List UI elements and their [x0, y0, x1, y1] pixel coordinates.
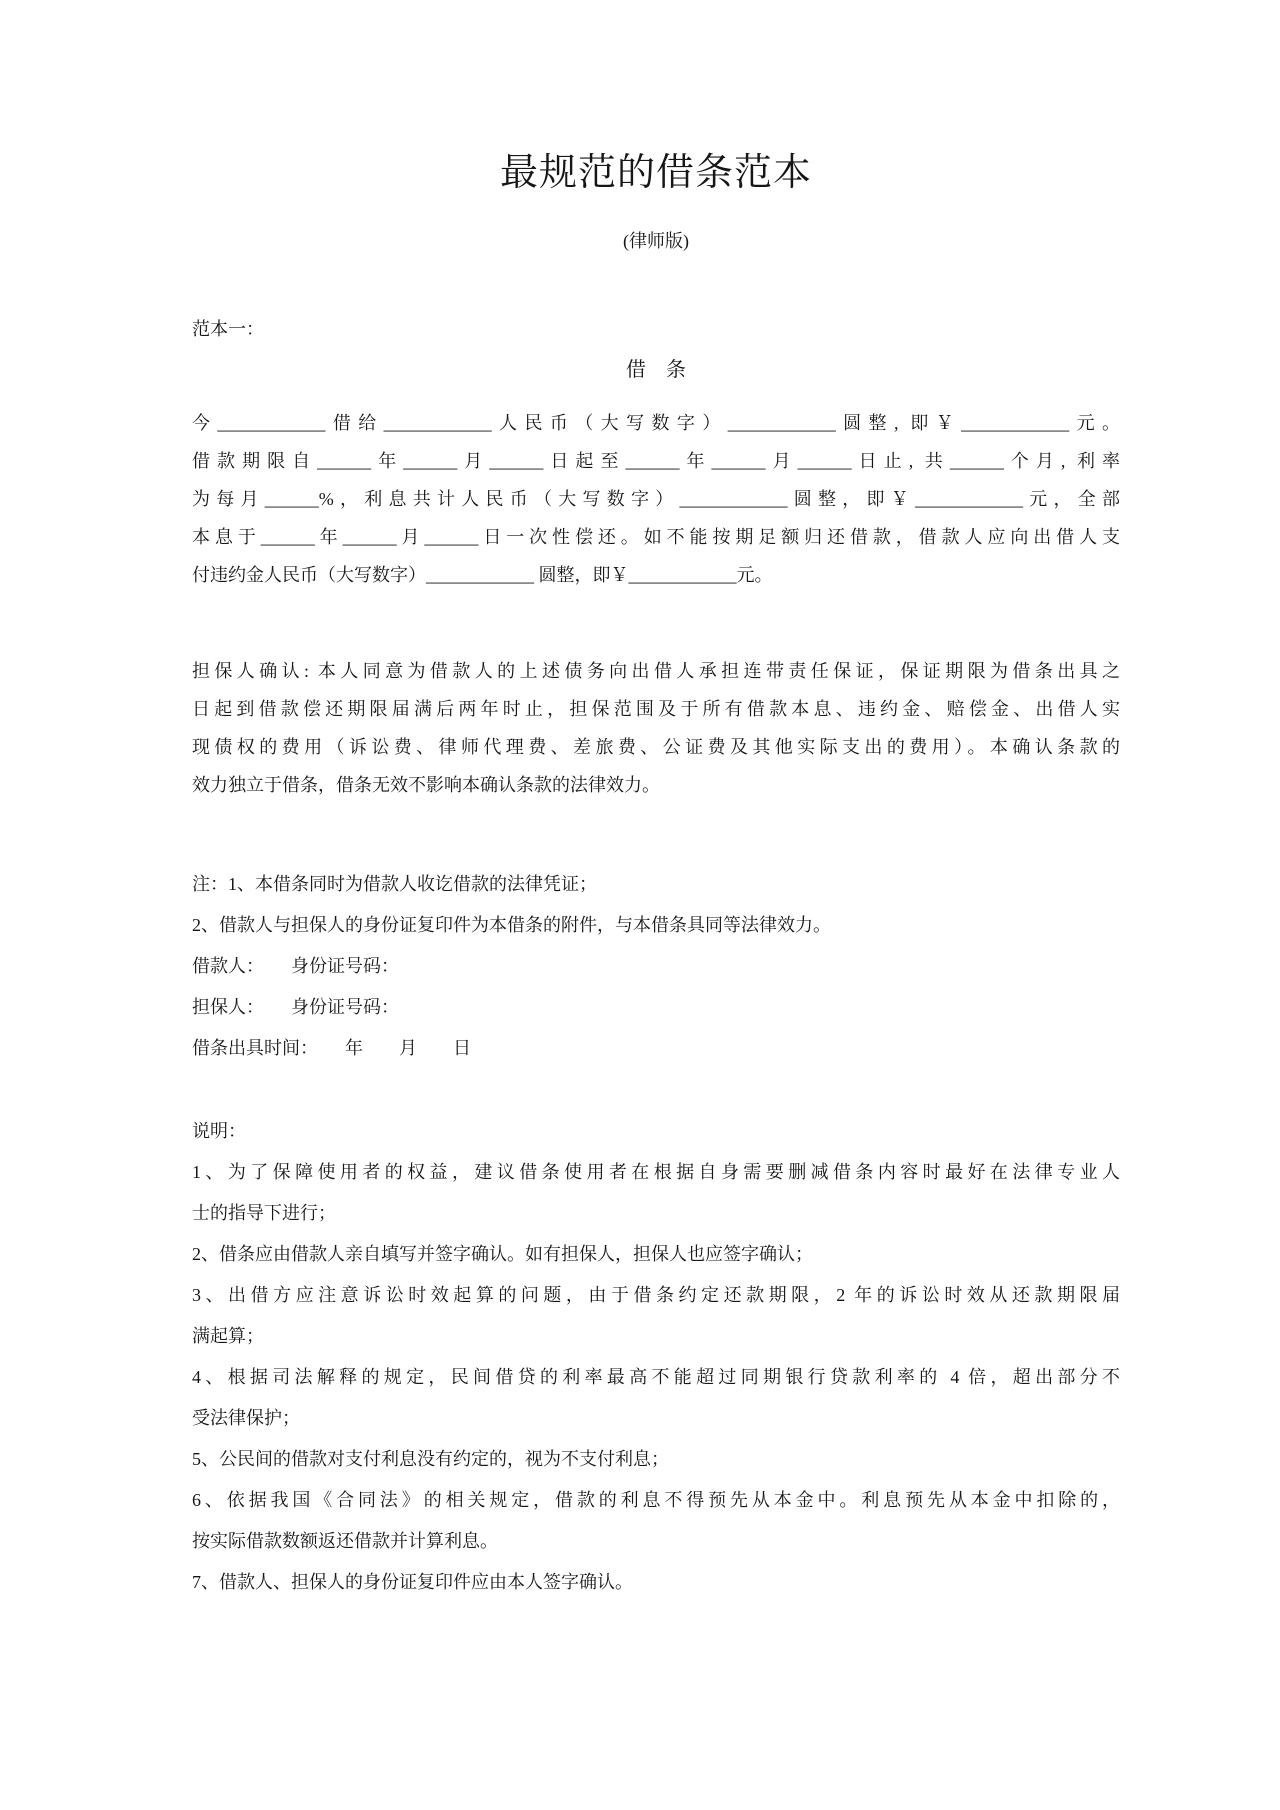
explanation-line: 7、借款人、担保人的身份证复印件应由本人签字确认。 — [192, 1572, 633, 1592]
guarantor-line: 日起到借款偿还期限届满后两年时止，担保范围及于所有借款本息、违约金、赔偿金、出借人实 — [192, 699, 1120, 719]
explanation-section — [192, 1111, 1120, 1603]
notes-section — [192, 864, 1120, 1069]
explanation-header: 说明： — [192, 1121, 246, 1141]
explanation-line: 满起算； — [192, 1326, 264, 1346]
explanation-line: 2、借条应由借款人亲自填写并签字确认。如有担保人，担保人也应签字确认； — [192, 1244, 813, 1264]
iou-line: 本息于______年______月______日一次性偿还。如不能按期足额归还借款，借款人应向出借人支 — [192, 527, 1120, 547]
explanation-line: 6、依据我国《合同法》的相关规定，借款的利息不得预先从本金中。利息预先从本金中扣除的， — [192, 1490, 1120, 1510]
sample-label: 范本一： — [192, 319, 264, 339]
iou-paragraph — [192, 404, 1120, 594]
borrower-signature-line: 借款人： 身份证号码： — [192, 956, 399, 976]
iou-line: 付违约金人民币（大写数字）____________ 圆整，即￥____________元。 — [192, 565, 773, 585]
document-subtitle: (律师版) — [623, 231, 689, 251]
iou-line: 今____________借给____________人民币（大写数字）____________圆整, 即￥____________元。 — [192, 413, 1120, 433]
explanation-line: 受法律保护； — [192, 1408, 300, 1428]
iou-line: 为每月______%，利息共计人民币（大写数字）____________圆整，即￥____________元，全部 — [192, 489, 1120, 509]
explanation-line: 4、根据司法解释的规定，民间借贷的利率最高不能超过同期银行贷款利率的 4 倍，超出部分不 — [192, 1367, 1120, 1387]
explanation-line: 1、为了保障使用者的权益，建议借条使用者在根据自身需要删减借条内容时最好在法律专业人 — [192, 1162, 1120, 1182]
iou-heading: 借 条 — [626, 359, 686, 381]
note-line: 2、借款人与担保人的身份证复印件为本借条的附件，与本借条具同等法律效力。 — [192, 915, 831, 935]
issue-date-line: 借条出具时间： 年 月 日 — [192, 1038, 471, 1058]
guarantor-signature-line: 担保人： 身份证号码： — [192, 997, 399, 1017]
document-title: 最规范的借条范本 — [499, 152, 812, 194]
iou-line: 借款期限自______年______月______日起至______年______月______日止, 共______个月, 利率 — [192, 451, 1120, 471]
guarantor-line: 现债权的费用（诉讼费、律师代理费、差旅费、公证费及其他实际支出的费用）。本确认条款的 — [192, 737, 1120, 757]
guarantor-line: 效力独立于借条，借条无效不影响本确认条款的法律效力。 — [192, 775, 660, 795]
explanation-line: 3、出借方应注意诉讼时效起算的问题，由于借条约定还款期限，2 年的诉讼时效从还款期限届 — [192, 1285, 1120, 1305]
explanation-line: 5、公民间的借款对支付利息没有约定的，视为不支付利息； — [192, 1449, 669, 1469]
guarantor-paragraph — [192, 652, 1120, 804]
explanation-line: 士的指导下进行； — [192, 1203, 336, 1223]
note-line: 注：1、本借条同时为借款人收讫借款的法律凭证； — [192, 874, 597, 894]
guarantor-line: 担保人确认: 本人同意为借款人的上述债务向出借人承担连带责任保证，保证期限为借条出具之 — [192, 661, 1120, 681]
explanation-line: 按实际借款数额返还借款并计算利息。 — [192, 1531, 498, 1551]
